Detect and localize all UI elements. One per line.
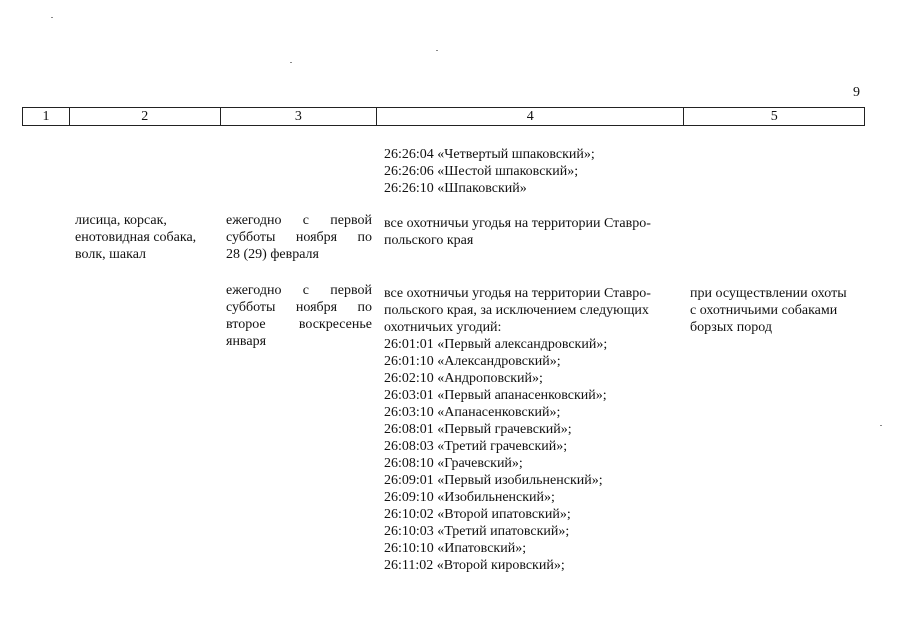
ground-entry: 26:26:04 «Четвертый шпаковский»; <box>384 147 595 162</box>
ground-entry: 26:10:03 «Третий ипатовский»; <box>384 524 570 539</box>
ground-entry: охотничьих угодий: <box>384 320 502 335</box>
ground-entry: 26:08:01 «Первый грачевский»; <box>384 422 572 437</box>
ground-entry: 26:10:10 «Ипатовский»; <box>384 541 527 556</box>
ground-entry: все охотничьи угодья на территории Ставро- <box>384 216 651 231</box>
period-line: ежегодно с первой <box>226 283 372 298</box>
species-line: волк, шакал <box>75 247 147 262</box>
scan-speck <box>880 425 882 426</box>
period-line: 28 (29) февраля <box>226 247 319 262</box>
header-col-5: 5 <box>770 109 778 124</box>
row-2-conditions <box>690 285 865 336</box>
header-col-1: 1 <box>23 108 70 125</box>
ground-entry: 26:03:10 «Апанасенковский»; <box>384 405 561 420</box>
header-col-3: 3 <box>221 108 378 125</box>
ground-entry: 26:09:10 «Изобильненский»; <box>384 490 555 505</box>
row-1-period <box>226 212 372 263</box>
header-col-4: 4 <box>377 108 684 125</box>
column-number-header <box>22 107 865 126</box>
scan-speck <box>51 17 53 18</box>
row-2-period <box>226 282 372 350</box>
period-line: субботы ноября по <box>226 300 372 315</box>
ground-entry: 26:08:10 «Грачевский»; <box>384 456 523 471</box>
condition-line: борзых пород <box>690 320 772 335</box>
row-1-hunting-grounds <box>384 215 684 249</box>
period-line: второе воскресенье <box>226 317 372 332</box>
condition-line: при осуществлении охоты <box>690 286 847 301</box>
ground-entry: 26:26:10 «Шпаковский» <box>384 181 527 196</box>
ground-entry: 26:08:03 «Третий грачевский»; <box>384 439 568 454</box>
ground-entry: 26:03:01 «Первый апанасенковский»; <box>384 388 607 403</box>
row-2-hunting-grounds <box>384 285 684 574</box>
row-0-hunting-grounds <box>384 146 684 197</box>
period-line: субботы ноября по <box>226 230 372 245</box>
period-line: января <box>226 334 267 349</box>
ground-entry: 26:02:10 «Андроповский»; <box>384 371 543 386</box>
page-number: 9 <box>853 85 860 100</box>
ground-entry: 26:10:02 «Второй ипатовский»; <box>384 507 571 522</box>
ground-entry: 26:01:01 «Первый александровский»; <box>384 337 608 352</box>
period-line: ежегодно с первой <box>226 213 372 228</box>
ground-entry: польского края <box>384 233 474 248</box>
ground-entry: 26:26:06 «Шестой шпаковский»; <box>384 164 579 179</box>
row-1-species <box>75 212 215 263</box>
ground-entry: все охотничьи угодья на территории Ставро- <box>384 286 651 301</box>
ground-entry: 26:01:10 «Александровский»; <box>384 354 561 369</box>
species-line: енотовидная собака, <box>75 230 197 245</box>
ground-entry: 26:11:02 «Второй кировский»; <box>384 558 565 573</box>
header-col-2: 2 <box>70 108 221 125</box>
ground-entry: 26:09:01 «Первый изобильненский»; <box>384 473 603 488</box>
condition-line: с охотничьими собаками <box>690 303 838 318</box>
ground-entry: польского края, за исключением следующих <box>384 303 649 318</box>
scan-speck <box>436 50 438 51</box>
species-line: лисица, корсак, <box>75 213 167 228</box>
scan-speck <box>290 62 292 63</box>
